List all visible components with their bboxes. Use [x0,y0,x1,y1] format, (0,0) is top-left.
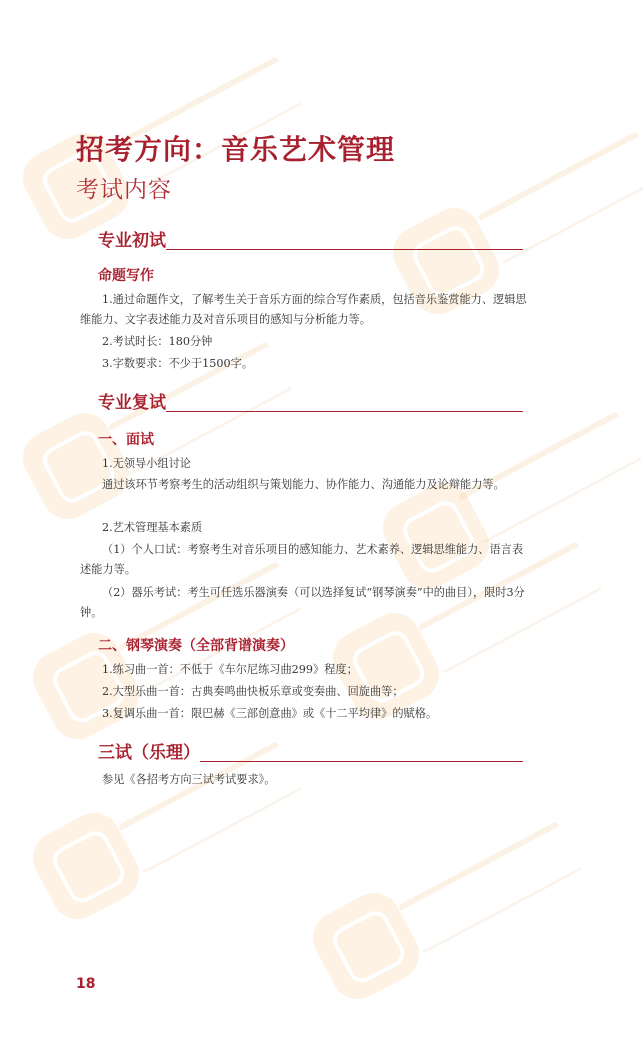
watermark-text [118,56,303,189]
section-heading-label: 专业初试 [98,231,166,251]
watermark-seal [24,804,148,928]
watermark-text [398,821,583,954]
paragraph: 1.练习曲一首：不低于《车尔尼练习曲299》程度； [102,663,358,676]
subsection-heading: 命题写作 [98,268,154,284]
subsection-heading: 二、钢琴演奏（全部背谱演奏） [98,638,294,654]
page-subtitle: 考试内容 [76,177,172,203]
paragraph: 2.大型乐曲一首：古典奏鸣曲快板乐章或变奏曲、回旋曲等； [102,685,404,698]
page-title: 招考方向：音乐艺术管理 [76,133,396,166]
section-heading-rule [166,411,523,412]
watermark-seal [304,884,428,1008]
paragraph: 3.复调乐曲一首：限巴赫《三部创意曲》或《十二平均律》的赋格。 [102,707,438,720]
paragraph: （1）个人口试：考察考生对音乐项目的感知能力、艺术素养、逻辑思维能力、语言表述能力等。 [80,543,524,576]
paragraph: 通过该环节考察考生的活动组织与策划能力、协作能力、沟通能力及论辩能力等。 [102,478,505,491]
page-number: 18 [76,976,96,992]
paragraph: 1.通过命题作文，了解考生关于音乐方面的综合写作素质，包括音乐鉴赏能力、逻辑思维能力、文字表述能力及对音乐项目的感知与分析能力等。 [80,293,527,326]
paragraph: 3.字数要求：不少于1500字。 [102,357,254,370]
paragraph: 1.无领导小组讨论 [102,457,191,470]
paragraph: （2）器乐考试：考生可任选乐器演奏（可以选择复试“钢琴演奏”中的曲目），限时3分钟。 [80,586,525,619]
paragraph: 2.考试时长：180分钟 [102,335,213,348]
subsection-heading: 一、面试 [98,432,154,448]
section-heading-preliminary [98,226,523,252]
paragraph: 2.艺术管理基本素质 [102,521,203,534]
section-heading-third-test [98,738,523,764]
section-heading-rule [200,761,523,762]
section-heading-retest [98,388,523,414]
paragraph: 参见《各招考方向三试考试要求》。 [102,773,276,786]
section-heading-rule [166,249,523,250]
section-heading-label: 三试（乐理） [98,743,200,763]
section-heading-label: 专业复试 [98,393,166,413]
